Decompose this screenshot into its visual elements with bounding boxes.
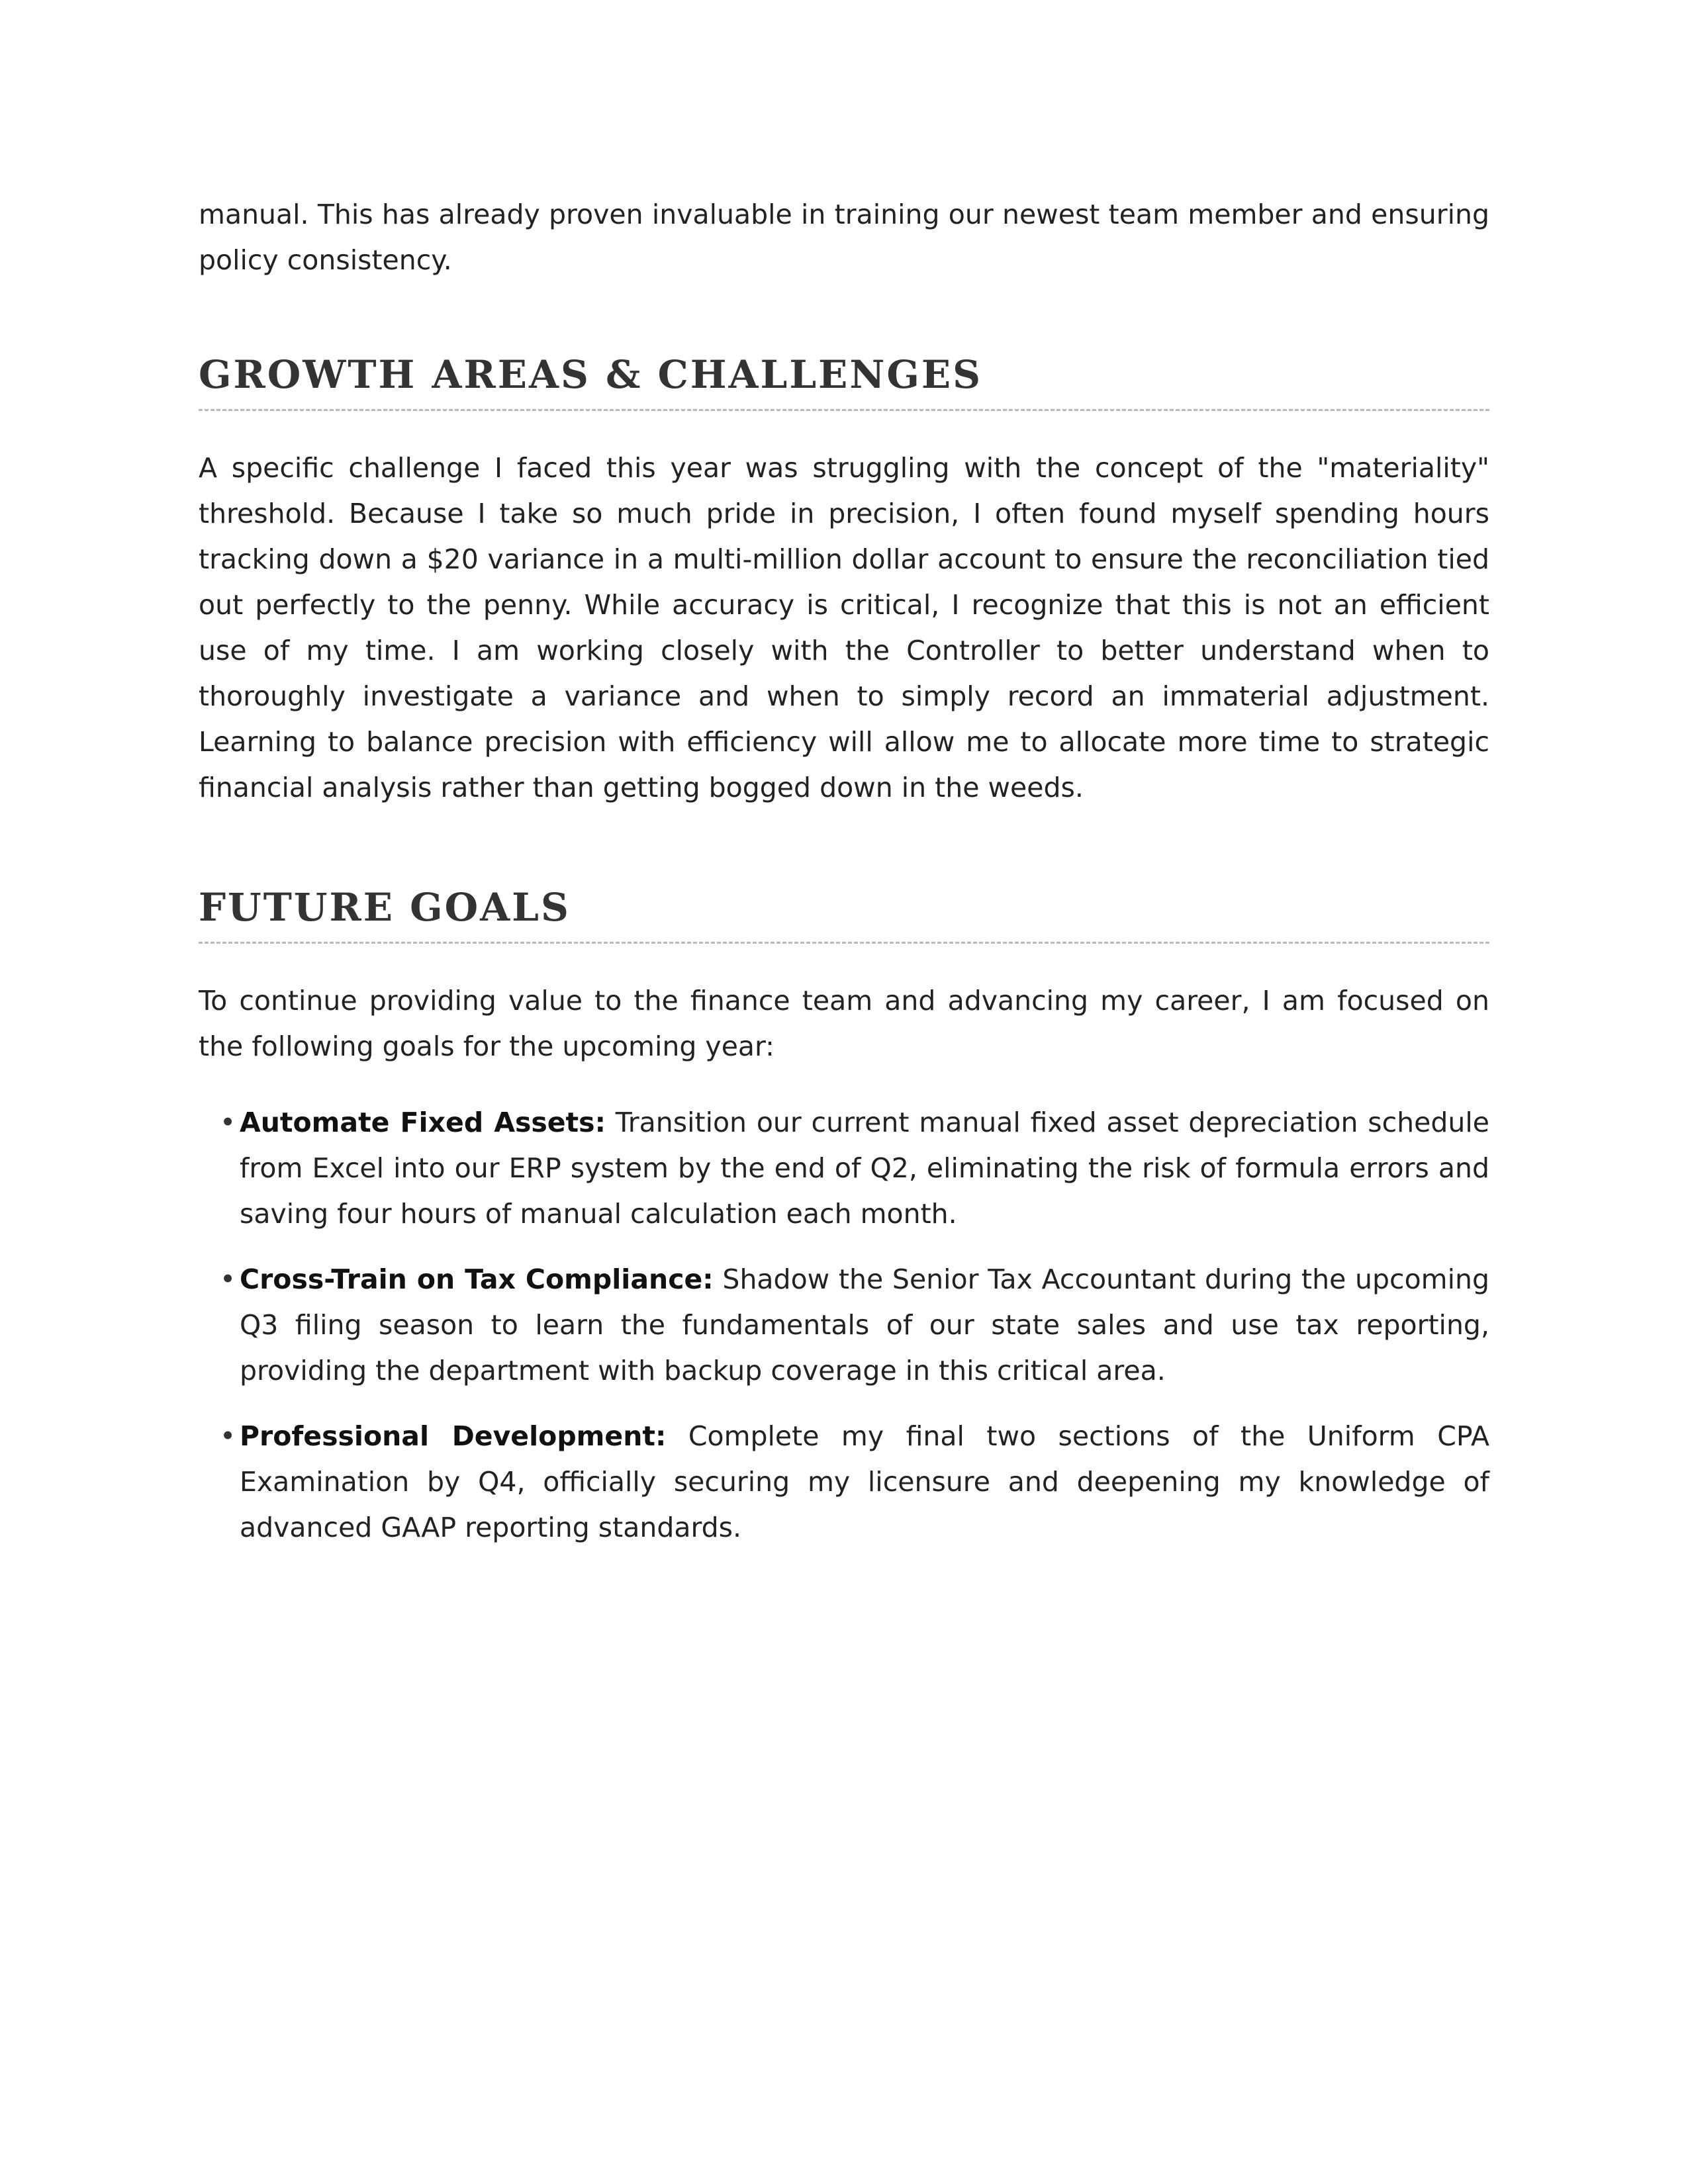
goals-list [199,1100,1489,1551]
bullet-icon: • [220,1107,236,1138]
section-heading-future-goals: FUTURE GOALS [199,885,1489,944]
section-heading-growth-areas: GROWTH AREAS & CHALLENGES [199,352,1489,411]
document-page [199,192,1489,1570]
goal-text: Transition our current manual fixed asset depreciation schedule from Excel into our ERP system by the end of Q2, eliminating the risk of formula errors and saving four hours of manual calculation each month. [240,1107,1489,1230]
growth-paragraph: A specific challenge I faced this year was struggling with the concept of the "materiality" threshold. Because I take so much pride in precision, I often found myself spending hours tracking down a $20 variance in a multi-million dollar account to ensure the reconciliation tied out perfectly to the penny. While accuracy is critical, I recognize that this is not an efficient use of my time. I am working closely with the Controller to better understand when to thoroughly investigate a variance and when to simply record an immaterial adjustment. Learning to balance precision with efficiency will allow me to allocate more time to strategic financial analysis rather than getting bogged down in the weeds. [199,452,1489,803]
list-item [220,1100,1489,1237]
list-item [220,1414,1489,1551]
goal-text: Shadow the Senior Tax Accountant during the upcoming Q3 filing season to learn the fundamentals of our state sales and use tax reporting, providing the department with backup coverage in this critical area. [240,1263,1489,1387]
goals-intro-paragraph: To continue providing value to the finance team and advancing my career, I am focused on the following goals for the upcoming year: [199,985,1489,1062]
goal-title: Professional Development: [240,1420,667,1452]
goal-title: Cross-Train on Tax Compliance: [240,1263,714,1295]
intro-paragraph: manual. This has already proven invaluable in training our newest team member and ensuring policy consistency. [199,199,1489,276]
goal-text: Complete my final two sections of the Uniform CPA Examination by Q4, officially securing my licensure and deepening my knowledge of advanced GAAP reporting standards. [240,1420,1489,1543]
bullet-icon: • [220,1263,236,1295]
goal-title: Automate Fixed Assets: [240,1107,606,1138]
bullet-icon: • [220,1420,236,1452]
list-item [220,1257,1489,1394]
